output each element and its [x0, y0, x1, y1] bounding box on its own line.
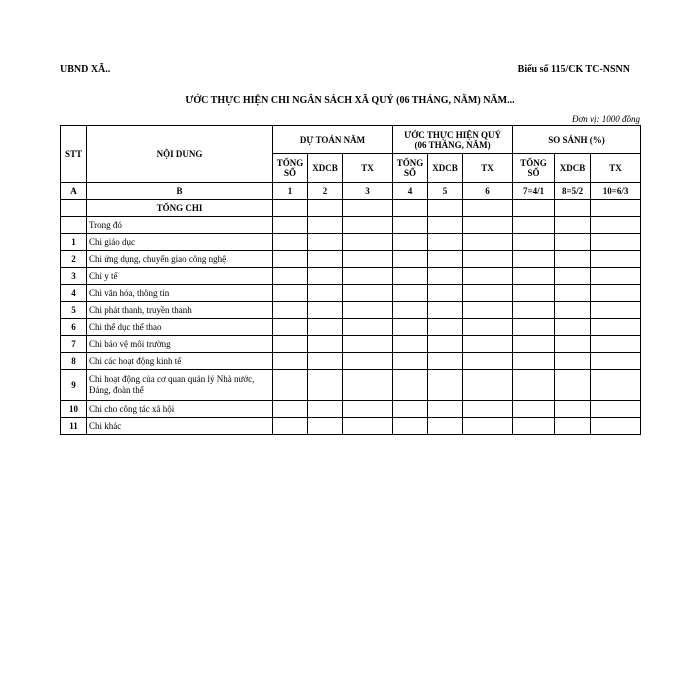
data-cell [555, 285, 591, 302]
sub-header-tong-so: TỔNG SỐ [513, 154, 555, 183]
row-stt: 2 [61, 251, 87, 268]
data-cell [308, 319, 343, 336]
table-row [61, 319, 641, 336]
data-cell [513, 268, 555, 285]
data-cell [591, 234, 641, 251]
data-cell [343, 251, 393, 268]
data-cell [555, 302, 591, 319]
index-cell: 10=6/3 [591, 183, 641, 200]
data-cell [463, 336, 513, 353]
data-cell [463, 302, 513, 319]
table-row [61, 353, 641, 370]
data-cell [273, 234, 308, 251]
data-cell [463, 353, 513, 370]
data-cell [428, 234, 463, 251]
budget-table [60, 125, 641, 435]
index-cell: A [61, 183, 87, 200]
data-cell [428, 302, 463, 319]
data-cell [393, 353, 428, 370]
index-cell: 8=5/2 [555, 183, 591, 200]
agency-name: UBND XÃ.. [60, 64, 111, 75]
row-stt [61, 217, 87, 234]
data-cell [273, 418, 308, 435]
data-cell [273, 285, 308, 302]
data-cell [343, 353, 393, 370]
header-du-toan: DỰ TOÁN NĂM [273, 126, 393, 154]
data-cell [308, 401, 343, 418]
table-row [61, 370, 641, 401]
row-content: Chi giáo dục [87, 234, 273, 251]
row-content: Trong đó [87, 217, 273, 234]
data-cell [428, 401, 463, 418]
table-row [61, 251, 641, 268]
data-cell [555, 217, 591, 234]
data-cell [393, 251, 428, 268]
data-cell [513, 251, 555, 268]
row-stt: 1 [61, 234, 87, 251]
data-cell [308, 370, 343, 401]
table-row [61, 418, 641, 435]
data-cell [463, 418, 513, 435]
data-cell [343, 319, 393, 336]
row-content-line1: Chi hoạt động của cơ quan quản lý Nhà nước, [89, 374, 255, 384]
data-cell [343, 200, 393, 217]
row-content-total: TỔNG CHI [87, 200, 273, 217]
data-cell [513, 200, 555, 217]
data-cell [463, 200, 513, 217]
row-content: Chi văn hóa, thông tin [87, 285, 273, 302]
data-cell [591, 302, 641, 319]
data-cell [591, 418, 641, 435]
data-cell [273, 268, 308, 285]
data-cell [513, 336, 555, 353]
table-row [61, 285, 641, 302]
table-row-sub [61, 217, 641, 234]
data-cell [273, 319, 308, 336]
sub-header-tong-so: TỔNG SỐ [393, 154, 428, 183]
row-stt: 5 [61, 302, 87, 319]
data-cell [308, 353, 343, 370]
index-cell: 7=4/1 [513, 183, 555, 200]
index-cell: 6 [463, 183, 513, 200]
data-cell [393, 401, 428, 418]
data-cell [393, 285, 428, 302]
row-content: Chi phát thanh, truyền thanh [87, 302, 273, 319]
index-cell: 4 [393, 183, 428, 200]
header-uoc-line1: ƯỚC THỰC HIỆN QUÝ [404, 129, 501, 140]
data-cell [428, 319, 463, 336]
data-cell [513, 217, 555, 234]
data-cell [513, 319, 555, 336]
row-content: Chi bảo vệ môi trường [87, 336, 273, 353]
sub-header-tx: TX [591, 154, 641, 183]
row-content [87, 370, 273, 401]
sub-header-tong-so: TỔNG SỐ [273, 154, 308, 183]
data-cell [591, 200, 641, 217]
data-cell [555, 234, 591, 251]
index-row [61, 183, 641, 200]
data-cell [591, 370, 641, 401]
header-so-sanh: SO SÁNH (%) [513, 126, 641, 154]
data-cell [555, 268, 591, 285]
data-cell [393, 200, 428, 217]
row-stt: 10 [61, 401, 87, 418]
data-cell [343, 217, 393, 234]
row-content: Chi cho công tác xã hội [87, 401, 273, 418]
data-cell [393, 319, 428, 336]
data-cell [513, 285, 555, 302]
sub-header-xdcb: XDCB [555, 154, 591, 183]
data-cell [273, 217, 308, 234]
row-content: Chi các hoạt động kinh tế [87, 353, 273, 370]
data-cell [343, 302, 393, 319]
data-cell [343, 268, 393, 285]
data-cell [308, 336, 343, 353]
data-cell [555, 370, 591, 401]
data-cell [273, 401, 308, 418]
data-cell [273, 302, 308, 319]
data-cell [308, 302, 343, 319]
data-cell [428, 217, 463, 234]
data-cell [428, 353, 463, 370]
data-cell [308, 268, 343, 285]
data-cell [308, 418, 343, 435]
data-cell [273, 336, 308, 353]
table-row [61, 336, 641, 353]
data-cell [463, 370, 513, 401]
sub-header-tx: TX [463, 154, 513, 183]
row-stt: 7 [61, 336, 87, 353]
sub-header-tx: TX [343, 154, 393, 183]
data-cell [463, 319, 513, 336]
data-cell [463, 217, 513, 234]
index-cell: 5 [428, 183, 463, 200]
data-cell [428, 336, 463, 353]
data-cell [555, 319, 591, 336]
data-cell [428, 418, 463, 435]
data-cell [513, 234, 555, 251]
sub-header-xdcb: XDCB [308, 154, 343, 183]
data-cell [393, 234, 428, 251]
row-stt: 9 [61, 370, 87, 401]
row-content: Chi ứng dụng, chuyển giao công nghệ [87, 251, 273, 268]
data-cell [343, 234, 393, 251]
row-stt: 6 [61, 319, 87, 336]
data-cell [273, 251, 308, 268]
data-cell [343, 418, 393, 435]
data-cell [555, 401, 591, 418]
table-row [61, 302, 641, 319]
data-cell [591, 336, 641, 353]
row-content: Chi y tế [87, 268, 273, 285]
data-cell [463, 285, 513, 302]
data-cell [343, 336, 393, 353]
data-cell [343, 370, 393, 401]
data-cell [393, 370, 428, 401]
data-cell [273, 200, 308, 217]
data-cell [463, 251, 513, 268]
data-cell [463, 268, 513, 285]
table-row [61, 401, 641, 418]
data-cell [343, 401, 393, 418]
row-stt: 8 [61, 353, 87, 370]
data-cell [308, 285, 343, 302]
data-cell [513, 401, 555, 418]
data-cell [591, 353, 641, 370]
data-cell [591, 268, 641, 285]
header-content: NỘI DUNG [87, 126, 273, 183]
data-cell [555, 418, 591, 435]
data-cell [393, 418, 428, 435]
index-cell: 3 [343, 183, 393, 200]
data-cell [308, 251, 343, 268]
data-cell [513, 353, 555, 370]
row-content-line2: Đảng, đoàn thể [89, 385, 144, 395]
data-cell [393, 302, 428, 319]
data-cell [591, 217, 641, 234]
header-uoc-thuc-hien [393, 126, 513, 154]
data-cell [555, 353, 591, 370]
data-cell [513, 370, 555, 401]
table-row-total [61, 200, 641, 217]
row-content: Chi khác [87, 418, 273, 435]
data-cell [591, 285, 641, 302]
header-stt: STT [61, 126, 87, 183]
data-cell [428, 268, 463, 285]
data-cell [591, 319, 641, 336]
row-stt: 3 [61, 268, 87, 285]
data-cell [393, 217, 428, 234]
form-number: Biểu số 115/CK TC-NSNN [517, 64, 630, 75]
unit-label: Đơn vị: 1000 đồng [571, 114, 640, 124]
data-cell [428, 200, 463, 217]
data-cell [308, 234, 343, 251]
data-cell [463, 234, 513, 251]
table-row [61, 234, 641, 251]
sub-header-xdcb: XDCB [428, 154, 463, 183]
data-cell [393, 336, 428, 353]
row-stt: 4 [61, 285, 87, 302]
data-cell [555, 336, 591, 353]
data-cell [428, 285, 463, 302]
data-cell [273, 370, 308, 401]
index-cell: 2 [308, 183, 343, 200]
header-uoc-line2: (06 THÁNG, NĂM) [414, 139, 491, 150]
row-stt [61, 200, 87, 217]
index-cell: 1 [273, 183, 308, 200]
row-stt: 11 [61, 418, 87, 435]
index-cell: B [87, 183, 273, 200]
data-cell [308, 217, 343, 234]
data-cell [513, 418, 555, 435]
data-cell [591, 401, 641, 418]
data-cell [555, 200, 591, 217]
data-cell [343, 285, 393, 302]
data-cell [273, 353, 308, 370]
data-cell [555, 251, 591, 268]
data-cell [428, 251, 463, 268]
data-cell [513, 302, 555, 319]
data-cell [428, 370, 463, 401]
row-content: Chi thể dục thể thao [87, 319, 273, 336]
data-cell [591, 251, 641, 268]
data-cell [308, 200, 343, 217]
data-cell [393, 268, 428, 285]
report-title: ƯỚC THỰC HIỆN CHI NGÂN SÁCH XÃ QUÝ (06 THÁNG, NĂM) NĂM... [185, 95, 515, 106]
data-cell [463, 401, 513, 418]
table-row [61, 268, 641, 285]
